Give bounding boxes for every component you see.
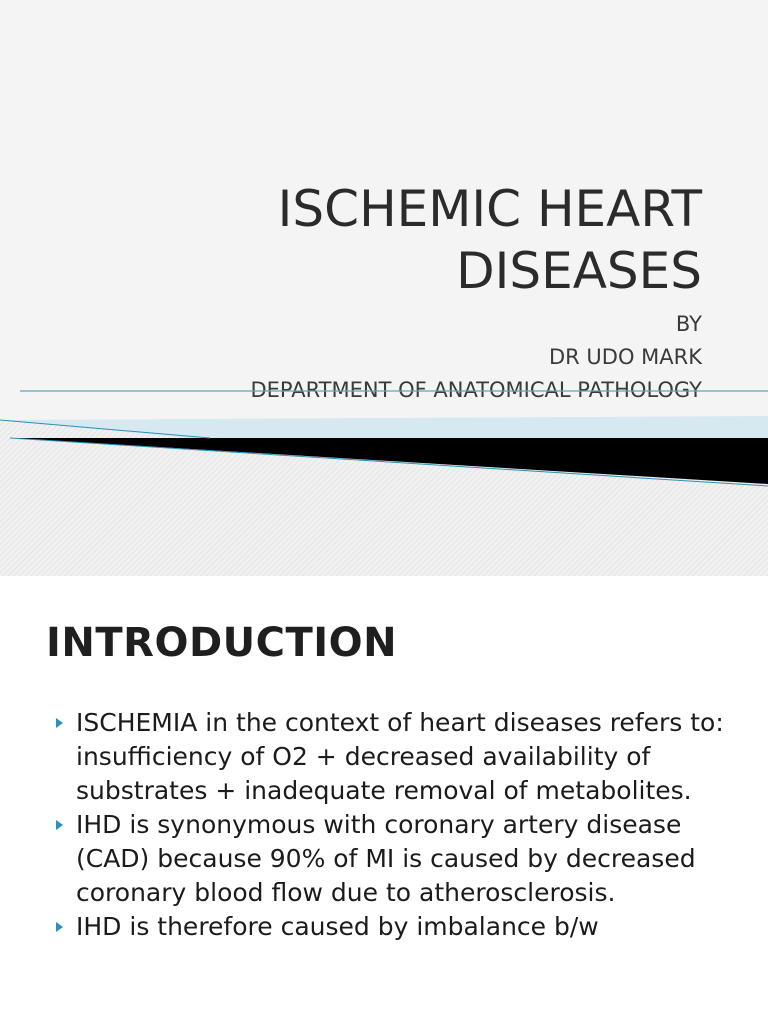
bullet-item <box>56 910 736 944</box>
title-line-1: ISCHEMIC HEART <box>277 180 702 238</box>
bullet-list <box>56 706 736 944</box>
introduction-title: INTRODUCTION <box>46 620 398 666</box>
decorative-bands <box>0 380 768 576</box>
bullet-text: IHD is therefore caused by imbalance b/w <box>76 912 599 941</box>
title-line-2: DISEASES <box>456 242 702 300</box>
introduction-slide <box>0 576 768 1024</box>
subtitle-by: BY <box>675 312 702 336</box>
bullet-item <box>56 808 736 910</box>
subtitle-department: DEPARTMENT OF ANATOMICAL PATHOLOGY <box>250 378 702 402</box>
bullet-text: IHD is synonymous with coronary artery disease (CAD) because 90% of MI is caused by decreased coronary blood flow due to atherosclerosis. <box>76 810 696 907</box>
triangle-bullet-icon <box>56 718 63 728</box>
slide-title <box>62 178 702 302</box>
triangle-bullet-icon <box>56 922 63 932</box>
subtitle-author: DR UDO MARK <box>548 345 702 369</box>
bullet-text: ISCHEMIA in the context of heart diseases refers to: insufficiency of O2 + decreased availability of substrates + inadequate removal of metabolites. <box>76 708 724 805</box>
bullet-item <box>56 706 736 808</box>
triangle-bullet-icon <box>56 820 63 830</box>
